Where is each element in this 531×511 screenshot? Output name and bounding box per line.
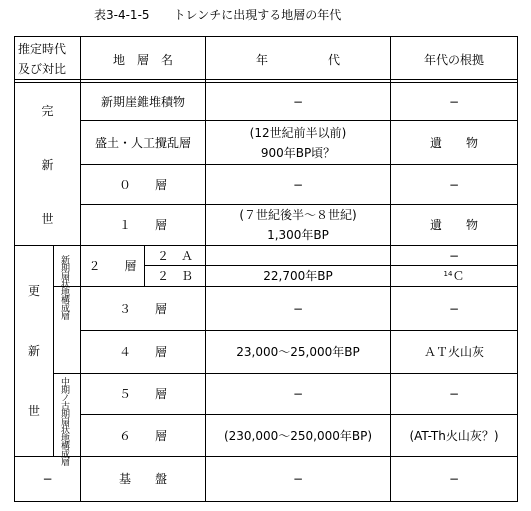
layer-basis: −	[448, 95, 460, 109]
sublayer-2b: ２ Ｂ	[156, 269, 193, 283]
header-layer: 地 層 名	[112, 53, 173, 67]
layer-basis: ＡＴ火山灰	[423, 345, 484, 359]
layer-age: 23,000〜25,000年BP	[236, 345, 360, 359]
table-caption: 表3-4-1-5 トレンチに出現する地層の年代	[94, 8, 342, 22]
header-basis: 年代の根拠	[423, 53, 484, 67]
layer-age: −	[292, 95, 304, 109]
era-sub-upper-fan: 新期扇状地構成層	[59, 255, 69, 319]
layer-age-line2: 900年BP頃？	[260, 146, 336, 160]
era-holocene-char-1: 完	[41, 104, 54, 118]
layer-basis: (AT-Th火山灰？)	[409, 429, 499, 443]
layer-basis: −	[448, 178, 460, 192]
layer-basis: −	[448, 302, 460, 316]
sublayer-2b-basis	[391, 269, 517, 283]
layer-name: ４ 層	[118, 345, 167, 359]
sublayer-2b-age: 22,700年BP	[263, 269, 333, 283]
era-pleistocene-char-2: 新	[27, 344, 40, 358]
layer-age-line1: (７世紀後半〜８世紀)	[239, 208, 357, 222]
era-pleistocene-char-1: 更	[27, 284, 40, 298]
header-age: 年 代	[255, 53, 340, 67]
era-holocene-char-3: 世	[41, 212, 54, 226]
layer-age: −	[292, 472, 304, 486]
layer-name: 盛土・人工攪乱層	[94, 136, 191, 150]
era-pleistocene-char-3: 世	[27, 404, 40, 418]
layer-name: １ 層	[118, 218, 167, 232]
layer-age: (230,000〜250,000年BP)	[223, 429, 373, 443]
layer-name: ２ 層	[88, 259, 137, 273]
layer-basis: −	[448, 472, 460, 486]
layer-basis: −	[448, 387, 460, 401]
sublayer-2a: ２ Ａ	[156, 249, 193, 263]
layer-age-line1: (12世紀前半以前)	[249, 126, 347, 140]
layer-age-line2: 1,300年BP	[267, 228, 329, 242]
sublayer-2a-basis: −	[448, 249, 460, 263]
header-era-line2: 及び対比	[18, 62, 67, 76]
carbon-14-superscript: 14	[443, 270, 453, 278]
layer-name: 新期崖錐堆積物	[100, 95, 185, 109]
layer-name: ５ 層	[118, 387, 167, 401]
header-era-line1: 推定時代	[18, 42, 67, 56]
era-basement-dash: −	[42, 472, 53, 486]
layer-age: −	[292, 302, 304, 316]
layer-basis: 遺 物	[429, 218, 478, 232]
layer-name: ３ 層	[118, 302, 167, 316]
layer-age: −	[292, 387, 304, 401]
layer-name: 基 盤	[118, 472, 167, 486]
era-holocene-char-2: 新	[41, 158, 54, 172]
carbon-symbol: Ｃ	[452, 269, 465, 283]
layer-age: −	[292, 178, 304, 192]
layer-name: ０ 層	[118, 178, 167, 192]
layer-name: ６ 層	[118, 429, 167, 443]
era-sub-lower-fan: 中期ノ古期扇状地構成層	[59, 377, 69, 465]
layer-basis: 遺 物	[429, 136, 478, 150]
